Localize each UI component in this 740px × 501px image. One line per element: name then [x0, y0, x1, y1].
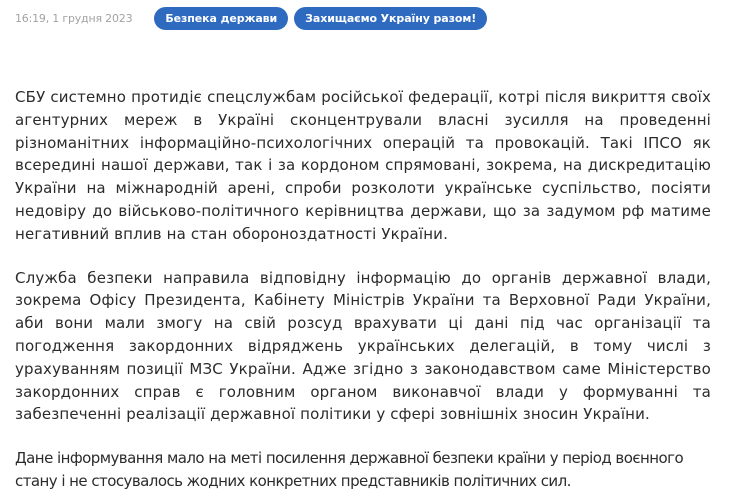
article-paragraph-1: СБУ системно протидіє спецслужбам російської федерації, котрі після викриття своїх агентурних мереж в Україні сконцентрували власні зусилля на проведенні різноманітних інформаційно-психологічних операцій та провокацій. Такі ІПСО як всередині нашої держави, так і за кордоном спрямовані, зокрема, на дискредитацію України на міжнародній арені, спроби розколоти українське суспільство, посіяти недовіру до військово-політичного керівництва держави, що за задумом рф матиме негативний вплив на стан обороноздатності України. — [15, 88, 711, 243]
publish-timestamp: 16:19, 1 грудня 2023 — [15, 12, 133, 25]
article-paragraph-2: Служба безпеки направила відповідну інформацію до органів державної влади, зокрема Офісу Президента, Кабінету Міністрів України та Верховної Ради України, аби вони мали змогу на свій розсуд врахувати ці дані під час організації та погодження закордонних відряджень українських делегацій, в тому числі з урахуванням позиції МЗС України. Адже згідно з законодавством саме Міністерство закордонних справ є головним органом виконавчої влади у формуванні та забезпеченні реалізації державної політики у сфері зовнішніх зносин України. — [15, 268, 711, 424]
article-meta — [15, 6, 493, 31]
article-body — [15, 86, 711, 493]
tag-protect-ukraine-together[interactable]: Захищаємо Україну разом! — [294, 7, 487, 30]
article-paragraph-3: Дане інформування мало на меті посилення державної безпеки країни у період воєнного стану і не стосувалось жодних конкретних представників політичних сил. — [15, 449, 684, 490]
tag-state-security[interactable]: Безпека держави — [154, 7, 288, 30]
